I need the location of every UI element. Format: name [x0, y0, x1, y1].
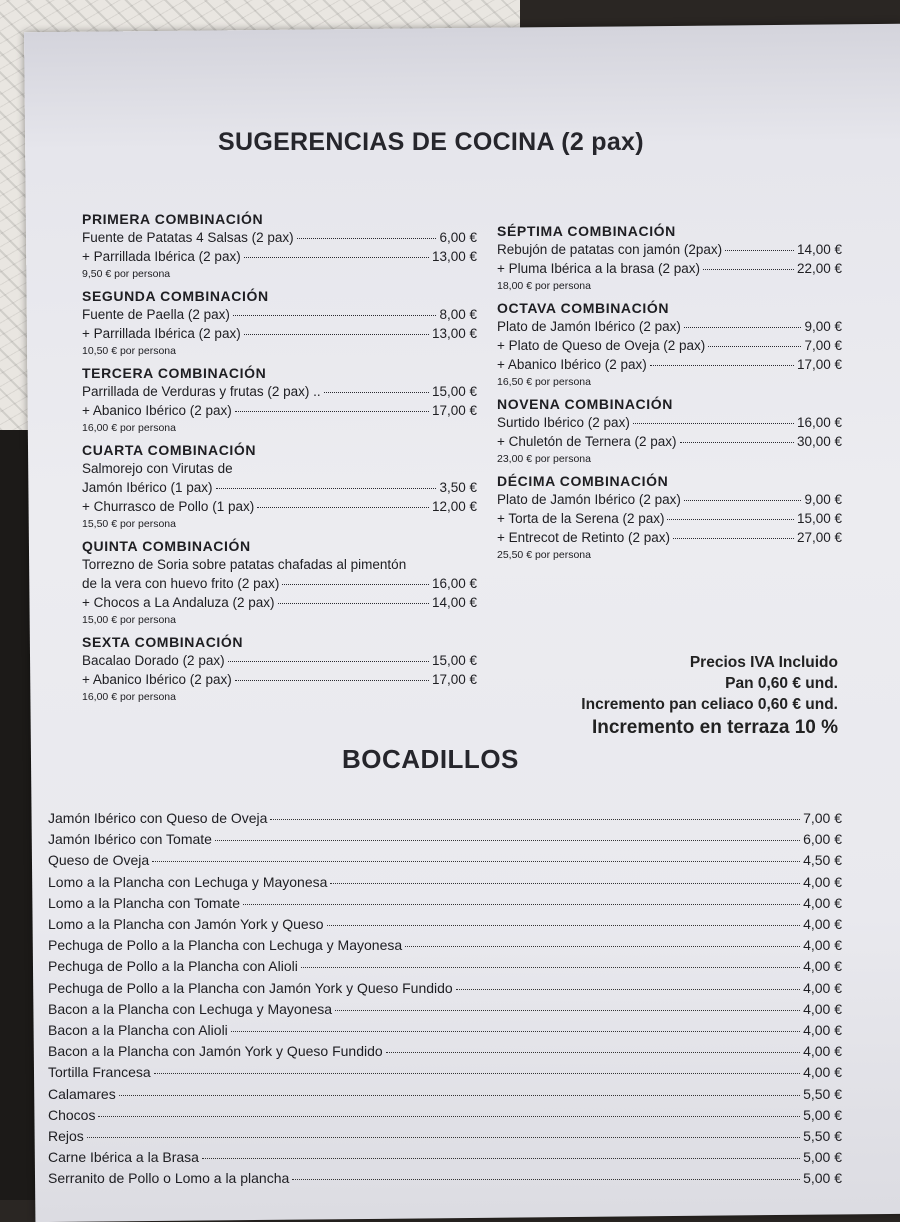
item-name: Plato de Jamón Ibérico (2 pax)	[497, 319, 681, 334]
item-price: 4,50 €	[803, 852, 842, 869]
item-name: Tortilla Francesa	[48, 1064, 151, 1081]
item-price: 7,00 €	[803, 810, 842, 826]
bocadillo-row	[48, 1041, 842, 1062]
item-price: 16,00 €	[796, 415, 842, 430]
item-name: de la vera con huevo frito (2 pax)	[82, 576, 280, 591]
item-price: 5,00 €	[803, 1149, 842, 1166]
combination-title: PRIMERA COMBINACIÓN	[82, 211, 264, 227]
dot-leader	[667, 518, 793, 520]
dot-leader	[278, 602, 429, 604]
item-name: Fuente de Patatas 4 Salsas (2 pax)	[82, 230, 294, 245]
combination-block	[82, 537, 477, 627]
note-pan-celiaco: Incremento pan celiaco 0,60 € und.	[581, 696, 838, 713]
menu-item-row	[82, 478, 477, 497]
item-name: Jamón Ibérico con Queso de Oveja	[48, 810, 268, 826]
dot-leader	[292, 1178, 800, 1180]
combination-block	[82, 633, 477, 704]
dot-leader	[456, 988, 800, 990]
item-name: Chocos	[48, 1106, 96, 1123]
item-price: 15,00 €	[431, 384, 477, 399]
item-name: Lomo a la Plancha con Jamón York y Queso	[48, 916, 324, 933]
bocadillo-row	[48, 1105, 842, 1126]
item-price: 13,00 €	[431, 326, 477, 341]
menu-item-row	[82, 593, 477, 612]
menu-item-row	[82, 228, 477, 247]
combination-title: TERCERA COMBINACIÓN	[82, 365, 267, 381]
combination-block	[497, 222, 842, 293]
bocadillo-row	[48, 1168, 842, 1189]
bocadillo-row	[48, 978, 842, 999]
combinations-right-column	[497, 222, 842, 568]
dot-leader	[684, 499, 802, 501]
dot-leader	[235, 410, 429, 412]
dot-leader	[725, 249, 794, 251]
combination-title: CUARTA COMBINACIÓN	[82, 442, 257, 458]
item-price: 30,00 €	[796, 434, 842, 449]
item-price: 9,00 €	[804, 319, 842, 334]
item-price: 4,00 €	[803, 873, 842, 890]
item-name: Surtido Ibérico (2 pax)	[497, 415, 630, 430]
item-price: 4,00 €	[803, 979, 842, 996]
dot-leader	[202, 1157, 800, 1159]
dot-leader	[703, 268, 794, 270]
dot-leader	[152, 860, 800, 862]
item-name: + Torta de la Serena (2 pax)	[497, 511, 665, 526]
menu-item-row	[497, 336, 842, 355]
item-name: Queso de Oveja	[48, 852, 150, 869]
item-price: 15,00 €	[796, 511, 842, 526]
menu-item-row	[497, 413, 842, 432]
item-name: + Abanico Ibérico (2 pax)	[497, 357, 647, 372]
bocadillo-row	[48, 999, 842, 1020]
item-price: 4,00 €	[803, 958, 842, 975]
bocadillo-row	[48, 935, 842, 956]
dot-leader	[154, 1072, 800, 1074]
item-price: 4,00 €	[803, 1022, 842, 1039]
item-name: Plato de Jamón Ibérico (2 pax)	[497, 492, 681, 507]
item-price: 5,00 €	[803, 1170, 842, 1187]
item-name: + Chuletón de Ternera (2 pax)	[497, 434, 677, 449]
item-name: Pechuga de Pollo a la Plancha con Jamón York y Queso Fundido	[48, 979, 453, 996]
bocadillo-row	[48, 1062, 842, 1083]
menu-item-row	[497, 528, 842, 547]
menu-item-row	[82, 651, 477, 670]
item-name: Bacalao Dorado (2 pax)	[82, 653, 225, 668]
item-price: 15,00 €	[431, 653, 477, 668]
combinations-left-column	[82, 210, 477, 710]
combination-title: SEGUNDA COMBINACIÓN	[82, 288, 269, 304]
per-person-price: 16,00 € por persona	[82, 422, 176, 434]
combination-title: SÉPTIMA COMBINACIÓN	[497, 223, 676, 239]
dot-leader	[297, 237, 437, 239]
item-price: 27,00 €	[796, 530, 842, 545]
menu-item-row	[497, 317, 842, 336]
dot-leader	[244, 333, 429, 335]
item-name: Lomo a la Plancha con Lechuga y Mayonesa	[48, 873, 328, 890]
dot-leader	[235, 679, 429, 681]
item-price: 17,00 €	[431, 672, 477, 687]
per-person-price: 16,00 € por persona	[82, 691, 176, 703]
dot-leader	[119, 1094, 800, 1096]
item-price: 14,00 €	[796, 242, 842, 257]
combination-block	[497, 395, 842, 466]
combination-block	[82, 441, 477, 531]
dot-leader	[216, 487, 437, 489]
combination-title: SEXTA COMBINACIÓN	[82, 634, 244, 650]
note-pan: Pan 0,60 € und.	[725, 675, 838, 692]
bocadillo-row	[48, 893, 842, 914]
item-name: Parrillada de Verduras y frutas (2 pax) ..	[82, 384, 321, 399]
item-name: Bacon a la Plancha con Alioli	[48, 1022, 228, 1039]
menu-item-row	[497, 432, 842, 451]
dot-leader	[405, 945, 800, 947]
dot-leader	[633, 422, 794, 424]
item-name: Jamón Ibérico (1 pax)	[82, 480, 213, 495]
item-price: 6,00 €	[439, 230, 477, 245]
bocadillo-row	[48, 914, 842, 935]
dot-leader	[243, 903, 800, 905]
item-name: + Pluma Ibérica a la brasa (2 pax)	[497, 261, 700, 276]
item-name: Pechuga de Pollo a la Plancha con Lechuga y Mayonesa	[48, 937, 403, 954]
menu-item-row	[82, 324, 477, 343]
per-person-price: 9,50 € por persona	[82, 268, 171, 280]
item-price: 17,00 €	[431, 403, 477, 418]
dot-leader	[680, 441, 794, 443]
dot-leader	[650, 364, 794, 366]
per-person-price: 16,50 € por persona	[497, 376, 591, 388]
bocadillo-row	[48, 956, 842, 977]
item-name: + Parrillada Ibérica (2 pax)	[82, 326, 241, 341]
bocadillo-row	[48, 1147, 842, 1168]
combination-title: QUINTA COMBINACIÓN	[82, 538, 251, 554]
menu-item-row	[497, 259, 842, 278]
dot-leader	[684, 326, 802, 328]
item-price: 13,00 €	[431, 249, 477, 264]
menu-item-row	[497, 355, 842, 374]
price-notes	[581, 652, 838, 741]
combination-block	[497, 472, 842, 562]
bocadillo-row	[48, 1020, 842, 1041]
dot-leader	[708, 345, 801, 347]
combination-block	[82, 287, 477, 358]
dot-leader	[301, 966, 800, 968]
menu-item-row	[497, 490, 842, 509]
combination-block	[82, 364, 477, 435]
note-terraza: Incremento en terraza 10 %	[591, 717, 838, 738]
item-price: 4,00 €	[803, 1043, 842, 1060]
bocadillo-row	[48, 808, 842, 829]
combination-block	[497, 299, 842, 389]
item-price: 4,00 €	[803, 1000, 842, 1017]
item-price: 16,00 €	[431, 576, 477, 591]
bocadillo-row	[48, 1084, 842, 1105]
item-name: + Plato de Queso de Oveja (2 pax)	[497, 338, 706, 353]
combination-line: Torrezno de Soria sobre patatas chafadas al pimentón	[82, 557, 407, 572]
item-price: 7,00 €	[804, 338, 842, 353]
menu-item-row	[82, 247, 477, 266]
item-name: + Abanico Ibérico (2 pax)	[82, 672, 232, 687]
item-price: 6,00 €	[803, 831, 842, 848]
dot-leader	[257, 506, 429, 508]
item-name: Fuente de Paella (2 pax)	[82, 307, 230, 322]
item-price: 4,00 €	[803, 937, 842, 954]
dot-leader	[233, 314, 437, 316]
item-name: Rebujón de patatas con jamón (2pax)	[497, 242, 723, 257]
combination-title: OCTAVA COMBINACIÓN	[497, 300, 670, 316]
item-name: Serranito de Pollo o Lomo a la plancha	[48, 1170, 290, 1187]
bocadillo-row	[48, 829, 842, 850]
dot-leader	[98, 1115, 800, 1117]
dot-leader	[330, 882, 800, 884]
item-price: 3,50 €	[439, 480, 477, 495]
per-person-price: 23,00 € por persona	[497, 453, 591, 465]
item-price: 14,00 €	[431, 595, 477, 610]
dot-leader	[282, 583, 429, 585]
bocadillo-row	[48, 1126, 842, 1147]
dot-leader	[244, 256, 429, 258]
menu-item-row	[497, 509, 842, 528]
item-price: 5,00 €	[803, 1106, 842, 1123]
item-name: + Abanico Ibérico (2 pax)	[82, 403, 232, 418]
per-person-price: 18,00 € por persona	[497, 280, 591, 292]
item-price: 4,00 €	[803, 1064, 842, 1081]
menu-item-row	[82, 382, 477, 401]
menu-item-row	[82, 574, 477, 593]
dot-leader	[327, 924, 801, 926]
item-name: Bacon a la Plancha con Lechuga y Mayonesa	[48, 1000, 333, 1017]
combination-line: Salmorejo con Virutas de	[82, 461, 233, 476]
page-title: SUGERENCIAS DE COCINA (2 pax)	[218, 128, 644, 156]
menu-item-row	[82, 401, 477, 420]
note-iva: Precios IVA Incluido	[689, 654, 838, 671]
item-price: 5,50 €	[803, 1085, 842, 1102]
combination-title: NOVENA COMBINACIÓN	[497, 396, 673, 412]
menu-item-row	[497, 240, 842, 259]
dot-leader	[335, 1009, 800, 1011]
menu-item-row	[82, 670, 477, 689]
item-name: Jamón Ibérico con Tomate	[48, 831, 212, 848]
item-name: + Chocos a La Andaluza (2 pax)	[82, 595, 275, 610]
item-name: Lomo a la Plancha con Tomate	[48, 894, 240, 911]
bocadillos-title: BOCADILLOS	[342, 744, 519, 774]
item-price: 22,00 €	[796, 261, 842, 276]
item-name: + Entrecot de Retinto (2 pax)	[497, 530, 670, 545]
item-price: 17,00 €	[796, 357, 842, 372]
item-name: + Churrasco de Pollo (1 pax)	[82, 499, 255, 514]
bocadillo-row	[48, 850, 842, 871]
combination-title: DÉCIMA COMBINACIÓN	[497, 473, 669, 489]
dot-leader	[228, 660, 429, 662]
combination-block	[82, 210, 477, 281]
item-name: Rejos	[48, 1128, 84, 1145]
menu-item-row	[82, 305, 477, 324]
dot-leader	[386, 1051, 800, 1053]
item-price: 4,00 €	[803, 916, 842, 933]
item-name: Calamares	[48, 1085, 116, 1102]
item-price: 4,00 €	[803, 894, 842, 911]
item-price: 12,00 €	[431, 499, 477, 514]
dot-leader	[324, 391, 429, 393]
dot-leader	[231, 1030, 800, 1032]
item-name: + Parrillada Ibérica (2 pax)	[82, 249, 241, 264]
per-person-price: 10,50 € por persona	[82, 345, 176, 357]
menu-item-row	[82, 497, 477, 516]
dot-leader	[270, 818, 800, 820]
item-name: Carne Ibérica a la Brasa	[48, 1149, 199, 1166]
item-price: 9,00 €	[804, 492, 842, 507]
per-person-price: 15,50 € por persona	[82, 518, 176, 530]
bocadillo-row	[48, 872, 842, 893]
item-name: Bacon a la Plancha con Jamón York y Queso Fundido	[48, 1043, 383, 1060]
per-person-price: 25,50 € por persona	[497, 549, 591, 561]
dot-leader	[215, 839, 800, 841]
dot-leader	[87, 1136, 800, 1138]
item-price: 8,00 €	[439, 307, 477, 322]
per-person-price: 15,00 € por persona	[82, 614, 176, 626]
dot-leader	[673, 537, 794, 539]
item-price: 5,50 €	[803, 1128, 842, 1145]
item-name: Pechuga de Pollo a la Plancha con Alioli	[48, 958, 298, 975]
bocadillos-list	[48, 808, 842, 1190]
